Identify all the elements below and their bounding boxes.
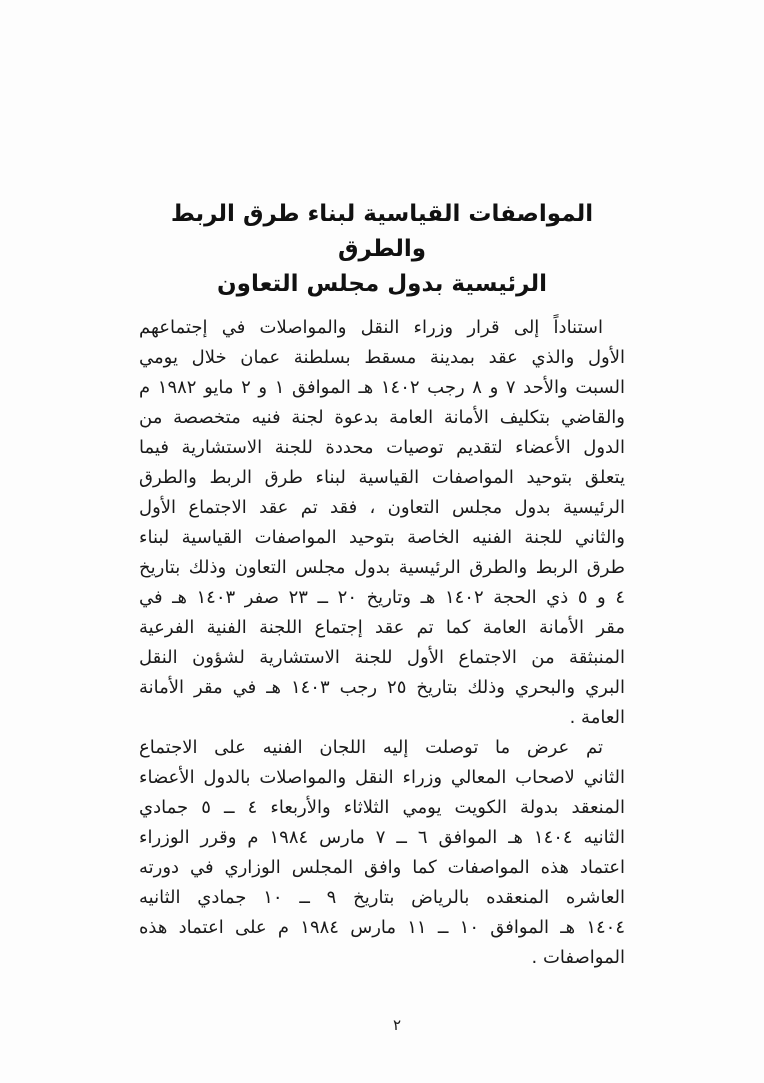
body-line: ١٤٠٤ هـ الموافق ١٠ ــ ١١ مارس ١٩٨٤ م على اعتماد هذه	[139, 917, 625, 938]
body-line: الرئيسية بدول مجلس التعاون ، فقد تم عقد الاجتماع الأول	[139, 497, 625, 518]
body-line: والقاضي بتكليف الأمانة العامة بدعوة لجنة فنيه متخصصة من	[139, 407, 625, 428]
body-line: اعتماد هذه المواصفات كما وافق المجلس الوزاري في دورته	[139, 857, 625, 878]
body-line: ٤ و ٥ ذي الحجة ١٤٠٢ هـ وتاريخ ٢٠ ــ ٢٣ صفر ١٤٠٣ هـ في	[139, 587, 625, 608]
body-line: استناداً إلى قرار وزراء النقل والمواصلات في إجتماعهم	[139, 317, 603, 338]
body-line: العاشره المنعقده بالرياض بتاريخ ٩ ــ ١٠ جمادي الثانيه	[139, 887, 625, 908]
document-title-line-2: الرئيسية بدول مجلس التعاون	[217, 271, 547, 297]
body-line: الثانيه ١٤٠٤ هـ الموافق ٦ ــ ٧ مارس ١٩٨٤ م وقرر الوزراء	[139, 827, 625, 848]
body-line: طرق الربط والطرق الرئيسية بدول مجلس التعاون وذلك بتاريخ	[139, 557, 625, 578]
body-line: العامة .	[569, 707, 625, 728]
document-title-line-1: المواصفات القياسية لبناء طرق الربط والطرق	[170, 201, 594, 262]
body-line: الثاني لاصحاب المعالي وزراء النقل والمواصلات بالدول الأعضاء	[139, 767, 625, 788]
body-line: الدول الأعضاء لتقديم توصيات محددة للجنة الاستشارية فيما	[139, 437, 625, 458]
paragraph-2	[139, 733, 625, 973]
body-line: الأول والذي عقد بمدينة مسقط بسلطنة عمان خلال يومي	[139, 347, 625, 368]
text-block	[139, 197, 625, 973]
body-line: المنبثقة من الاجتماع الأول للجنة الاستشارية لشؤون النقل	[139, 647, 625, 668]
page-number: ٢	[392, 1016, 402, 1034]
paragraph-1	[139, 313, 625, 733]
document-title	[139, 197, 625, 302]
body-line: المواصفات .	[531, 947, 625, 968]
body-line: يتعلق بتوحيد المواصفات القياسية لبناء طرق الربط والطرق	[139, 467, 625, 488]
body-line: السبت والأحد ٧ و ٨ رجب ١٤٠٢ هـ الموافق ١ و ٢ مايو ١٩٨٢ م	[139, 377, 625, 398]
body-line: تم عرض ما توصلت إليه اللجان الفنيه على الاجتماع	[139, 737, 603, 758]
body-line: المنعقد بدولة الكويت يومي الثلاثاء والأربعاء ٤ ــ ٥ جمادي	[139, 797, 625, 818]
body-line: مقر الأمانة العامة كما تم عقد إجتماع اللجنة الفنية الفرعية	[139, 617, 625, 638]
body-line: البري والبحري وذلك بتاريخ ٢٥ رجب ١٤٠٣ هـ في مقر الأمانة	[139, 677, 626, 698]
body-line: والثاني للجنة الفنيه الخاصة بتوحيد المواصفات القياسية لبناء	[139, 527, 625, 548]
